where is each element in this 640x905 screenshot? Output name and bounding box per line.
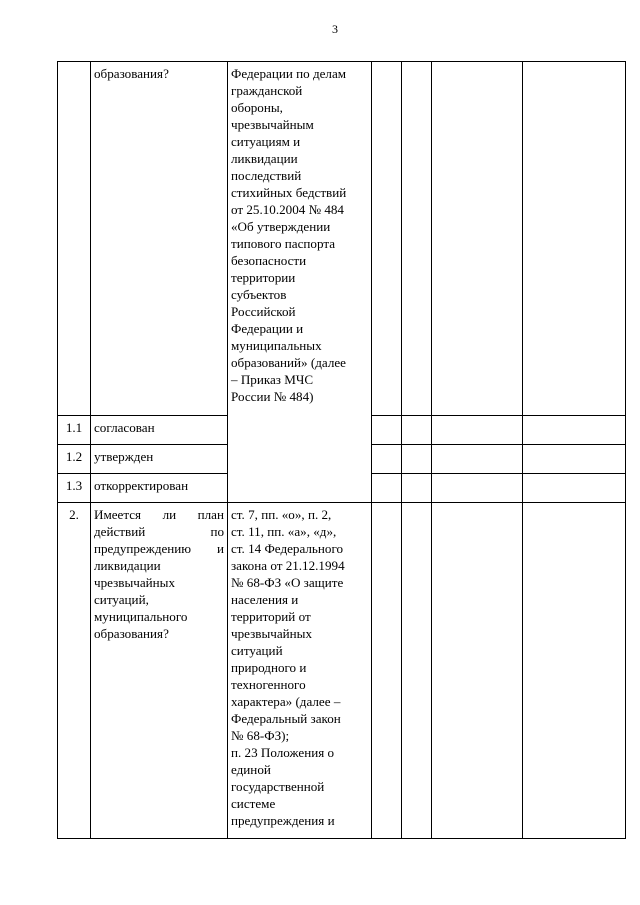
- legal-basis-cell: ст. 7, пп. «о», п. 2, ст. 11, пп. «а», «д», ст. 14 Федерального закона от 21.12.1994 № 68-ФЗ «О защите населения и территорий от чрезвычайных ситуаций природного и техногенного характера» (далее – Федеральный закон № 68-ФЗ); п. 23 Положения о единой государственной системе предупреждения и: [228, 503, 372, 839]
- na-cell: [432, 62, 523, 416]
- yes-cell: [372, 474, 402, 503]
- no-cell: [402, 445, 432, 474]
- no-cell: [402, 416, 432, 445]
- page-number: 3: [332, 22, 338, 36]
- na-cell: [432, 503, 523, 839]
- no-cell: [402, 503, 432, 839]
- question-cell: откорректирован: [91, 474, 228, 503]
- question-cell: образования?: [91, 62, 228, 416]
- yes-cell: [372, 416, 402, 445]
- yes-cell: [372, 503, 402, 839]
- na-cell: [432, 474, 523, 503]
- note-cell: [523, 474, 626, 503]
- no-cell: [402, 474, 432, 503]
- note-cell: [523, 62, 626, 416]
- checklist-table: [57, 61, 626, 839]
- table-row: [58, 62, 626, 416]
- yes-cell: [372, 445, 402, 474]
- na-cell: [432, 445, 523, 474]
- note-cell: [523, 503, 626, 839]
- row-number-cell: 1.1: [58, 416, 91, 445]
- row-number-cell: 1.3: [58, 474, 91, 503]
- no-cell: [402, 62, 432, 416]
- question-cell: согласован: [91, 416, 228, 445]
- question-cell: Имеется ли план действий по предупреждению и ликвидации чрезвычайных ситуаций, муниципального образования?: [91, 503, 228, 839]
- table-row: [58, 503, 626, 839]
- row-number-cell: 2.: [58, 503, 91, 839]
- row-number-cell: [58, 62, 91, 416]
- row-number-cell: 1.2: [58, 445, 91, 474]
- na-cell: [432, 416, 523, 445]
- legal-basis-cell: Федерации по делам гражданской обороны, чрезвычайным ситуациям и ликвидации последствий стихийных бедствий от 25.10.2004 № 484 «Об утверждении типового паспорта безопасности территории субъектов Российской Федерации и муниципальных образований» (далее – Приказ МЧС России № 484): [228, 62, 372, 503]
- yes-cell: [372, 62, 402, 416]
- note-cell: [523, 416, 626, 445]
- note-cell: [523, 445, 626, 474]
- question-cell: утвержден: [91, 445, 228, 474]
